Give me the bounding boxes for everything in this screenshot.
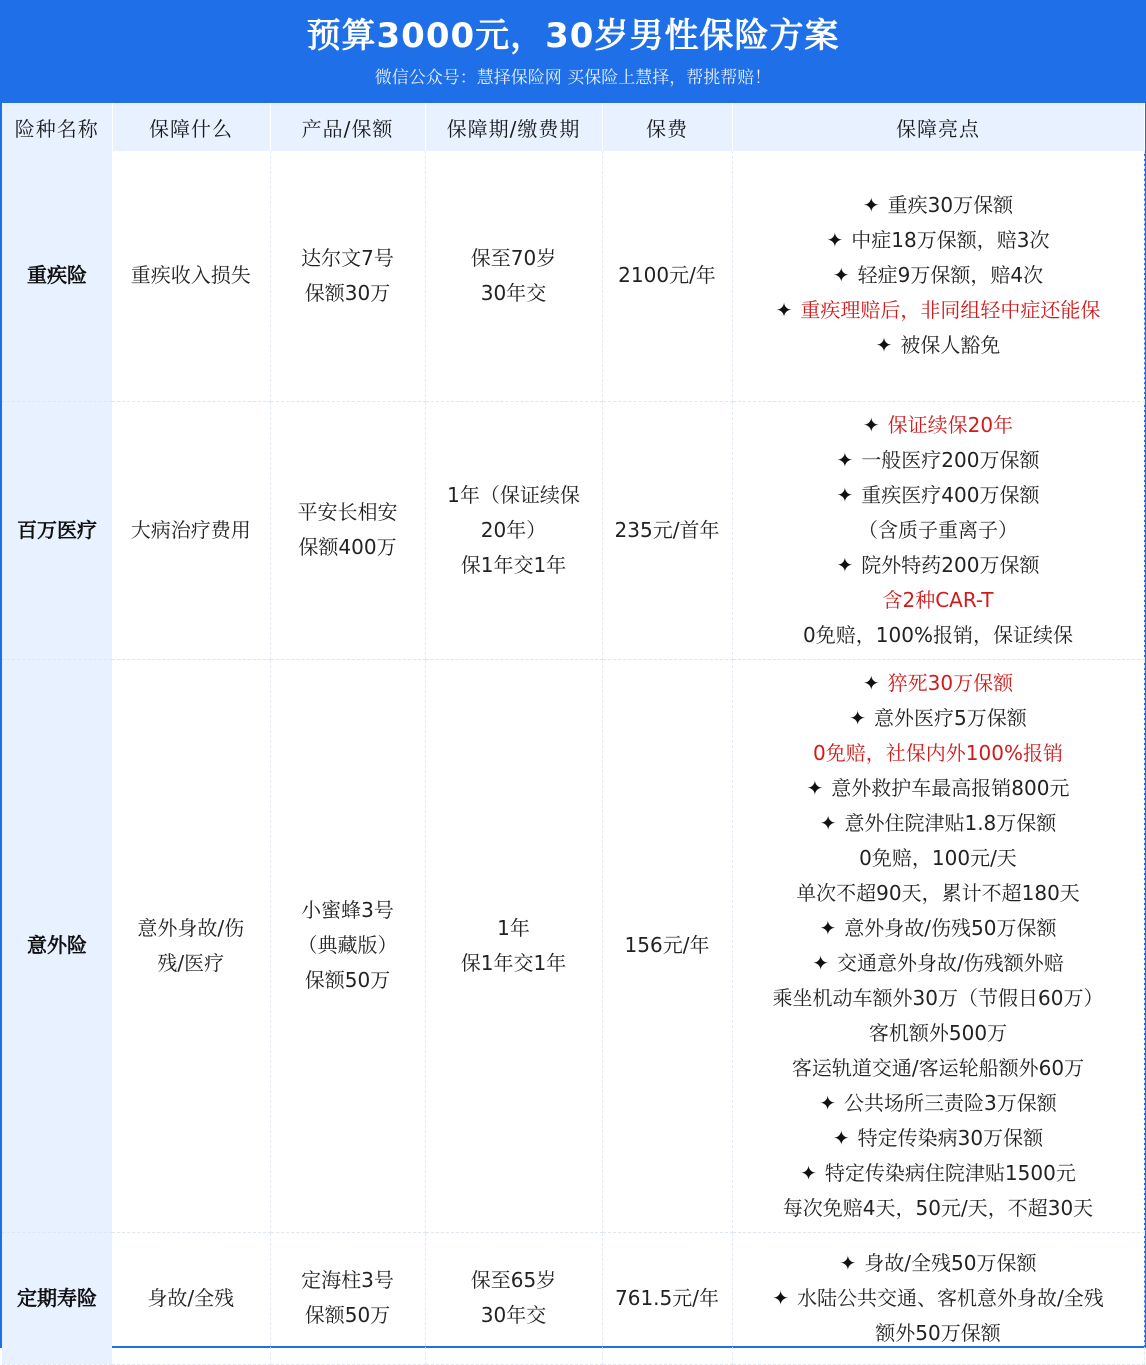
highlight-text: 重疾30万保额	[887, 193, 1014, 218]
title-banner	[2, 2, 1144, 103]
covers-cell	[112, 401, 270, 659]
highlight-item	[735, 1121, 1142, 1156]
header-premium: 保费	[602, 103, 732, 151]
highlight-item	[735, 736, 1142, 771]
highlight-text: 猝死30万保额	[887, 670, 1014, 695]
product-line: 保额30万	[304, 280, 391, 305]
highlights-cell	[732, 151, 1144, 401]
product-line: 保额50万	[304, 968, 391, 992]
highlight-item	[735, 1086, 1142, 1121]
highlight-text: 重疾医疗400万保额	[861, 482, 1040, 507]
table-body	[2, 151, 1144, 1364]
table-row	[2, 659, 1144, 1232]
highlight-item	[735, 293, 1142, 328]
covers-line: 重疾收入损失	[130, 263, 251, 288]
highlight-text: 交通意外身故/伤残额外赔	[837, 950, 1064, 975]
highlight-text: 公共场所三责险3万保额	[844, 1090, 1057, 1115]
sparkle-icon: ✦	[819, 810, 837, 835]
premium-cell	[602, 659, 732, 1232]
premium-line: 761.5元/年	[615, 1285, 719, 1310]
header-covers: 保障什么	[112, 103, 270, 151]
insurance-type: 定期寿险	[17, 1285, 97, 1310]
product-line: 保额400万	[298, 535, 397, 559]
header-type: 险种名称	[2, 103, 112, 151]
highlight-item	[735, 666, 1142, 701]
term-line: 保1年交1年	[460, 950, 567, 975]
highlight-text: 意外身故/伤残50万保额	[844, 915, 1057, 940]
highlight-item	[735, 876, 1142, 911]
term-cell	[425, 659, 602, 1232]
sparkle-icon: ✦	[826, 228, 844, 253]
product-cell	[270, 401, 425, 659]
sparkle-icon: ✦	[772, 1285, 789, 1310]
covers-cell	[112, 1232, 270, 1364]
term-cell	[425, 401, 602, 659]
highlight-text: 意外救护车最高报销800元	[831, 775, 1070, 800]
product-line: 定海柱3号	[301, 1268, 394, 1292]
sparkle-icon: ✦	[819, 915, 837, 940]
insurance-type-cell	[2, 659, 112, 1232]
premium-cell	[602, 151, 732, 401]
highlight-text: 乘坐机动车额外30万（节假日60万）	[772, 985, 1104, 1010]
product-line: 达尔文7号	[301, 245, 394, 270]
highlight-item	[735, 328, 1142, 363]
highlight-text: 特定传染病30万保额	[857, 1125, 1044, 1150]
premium-cell	[602, 401, 732, 659]
header-product: 产品/保额	[270, 103, 425, 151]
term-cell	[425, 1232, 602, 1364]
sparkle-icon: ✦	[836, 552, 854, 577]
subtitle: 微信公众号：慧择保险网 买保险上慧择，帮挑帮赔！	[374, 68, 772, 88]
highlight-text: 中症18万保额，赔3次	[851, 228, 1050, 253]
highlight-text: 意外医疗5万保额	[874, 705, 1027, 730]
table-row	[2, 401, 1144, 659]
highlight-text: 客运轨道交通/客运轮船额外60万	[791, 1055, 1085, 1080]
highlight-item	[735, 1316, 1142, 1351]
term-line: 保1年交1年	[460, 552, 567, 577]
term-line: 30年交	[480, 1303, 547, 1327]
sparkle-icon: ✦	[862, 412, 880, 437]
highlight-item	[735, 583, 1142, 618]
highlight-item	[735, 258, 1142, 293]
highlight-item	[735, 1246, 1142, 1281]
product-line: 小蜜蜂3号	[301, 898, 394, 922]
insurance-type: 百万医疗	[17, 517, 97, 542]
highlight-text: 客机额外500万	[868, 1020, 1008, 1045]
term-line: 30年交	[480, 280, 547, 305]
term-line: 1年	[497, 915, 530, 940]
highlight-text: 水陆公共交通、客机意外身故/全残	[797, 1285, 1104, 1310]
product-line: 平安长相安	[297, 500, 398, 524]
sparkle-icon: ✦	[839, 1250, 857, 1275]
highlight-item	[735, 513, 1142, 548]
table-header-row	[2, 103, 1144, 151]
sparkle-icon: ✦	[832, 263, 850, 288]
premium-line: 2100元/年	[618, 263, 716, 288]
highlight-item	[735, 408, 1142, 443]
highlight-item	[735, 478, 1142, 513]
sparkle-icon: ✦	[812, 950, 829, 975]
highlights-cell	[732, 401, 1144, 659]
insurance-type: 重疾险	[27, 263, 87, 288]
highlights-cell	[732, 659, 1144, 1232]
covers-line: 残/医疗	[157, 950, 225, 975]
covers-line: 大病治疗费用	[130, 517, 251, 542]
highlight-text: 一般医疗200万保额	[861, 447, 1040, 472]
term-line: 1年（保证续保	[447, 482, 580, 507]
highlight-text: 0免赔，100元/天	[859, 845, 1017, 870]
term-line: 保至65岁	[470, 1268, 557, 1292]
highlight-text: 0免赔，社保内外100%报销	[813, 740, 1063, 765]
highlight-item	[735, 911, 1142, 946]
highlight-text: 重疾理赔后，非同组轻中症还能保	[800, 298, 1101, 323]
highlight-item	[735, 1016, 1142, 1051]
highlight-text: 轻症9万保额，赔4次	[857, 263, 1044, 288]
premium-line: 235元/首年	[614, 517, 720, 542]
sparkle-icon: ✦	[875, 333, 893, 358]
plan-table	[2, 103, 1145, 1365]
header-highlights: 保障亮点	[732, 103, 1144, 151]
sparkle-icon: ✦	[775, 298, 793, 323]
insurance-type-cell	[2, 401, 112, 659]
table-row	[2, 1232, 1144, 1364]
premium-line: 156元/年	[624, 933, 710, 957]
highlight-text: 额外50万保额	[875, 1320, 1001, 1345]
covers-cell	[112, 659, 270, 1232]
highlight-text: 院外特药200万保额	[861, 552, 1040, 577]
covers-line: 意外身故/伤	[137, 915, 245, 940]
highlight-text: 每次免赔4天，50元/天，不超30天	[782, 1195, 1094, 1220]
product-line: 保额50万	[304, 1303, 391, 1327]
sparkle-icon: ✦	[862, 193, 880, 218]
highlight-item	[735, 223, 1142, 258]
highlight-text: 意外住院津贴1.8万保额	[844, 810, 1057, 835]
highlight-item	[735, 1191, 1142, 1226]
product-cell	[270, 1232, 425, 1364]
highlight-item	[735, 946, 1142, 981]
highlight-text: 特定传染病住院津贴1500元	[824, 1160, 1076, 1185]
highlight-text: （含质子重离子）	[858, 517, 1018, 542]
highlight-item	[735, 188, 1142, 223]
product-line: （典藏版）	[297, 933, 398, 957]
insurance-type: 意外险	[27, 933, 87, 957]
table-row	[2, 151, 1144, 401]
page-title: 预算3000元，30岁男性保险方案	[306, 16, 840, 56]
term-cell	[425, 151, 602, 401]
product-cell	[270, 151, 425, 401]
sparkle-icon: ✦	[819, 1090, 837, 1115]
sparkle-icon: ✦	[862, 670, 880, 695]
header-term: 保障期/缴费期	[425, 103, 602, 151]
highlight-item	[735, 1051, 1142, 1086]
highlight-text: 单次不超90天，累计不超180天	[796, 880, 1080, 905]
term-line: 保至70岁	[470, 245, 557, 270]
covers-cell	[112, 151, 270, 401]
insurance-type-cell	[2, 151, 112, 401]
highlight-text: 0免赔，100%报销，保证续保	[803, 622, 1073, 647]
highlight-text: 被保人豁免	[900, 333, 1001, 358]
highlight-text: 保证续保20年	[887, 412, 1014, 437]
highlight-item	[735, 841, 1142, 876]
highlight-item	[735, 1281, 1142, 1316]
highlight-text: 身故/全残50万保额	[864, 1250, 1037, 1275]
sparkle-icon: ✦	[800, 1160, 817, 1185]
highlight-item	[735, 1156, 1142, 1191]
highlight-item	[735, 981, 1142, 1016]
highlight-item	[735, 701, 1142, 736]
highlight-item	[735, 806, 1142, 841]
sparkle-icon: ✦	[836, 482, 854, 507]
highlights-cell	[732, 1232, 1144, 1364]
highlight-item	[735, 618, 1142, 653]
sparkle-icon: ✦	[849, 705, 867, 730]
highlight-text: 含2种CAR-T	[882, 587, 994, 612]
premium-cell	[602, 1232, 732, 1364]
sparkle-icon: ✦	[832, 1125, 850, 1150]
sparkle-icon: ✦	[836, 447, 854, 472]
insurance-type-cell	[2, 1232, 112, 1364]
term-line: 20年）	[480, 517, 547, 542]
highlight-item	[735, 548, 1142, 583]
covers-line: 身故/全残	[147, 1285, 235, 1310]
highlight-item	[735, 443, 1142, 478]
sparkle-icon: ✦	[806, 775, 824, 800]
highlight-item	[735, 771, 1142, 806]
product-cell	[270, 659, 425, 1232]
